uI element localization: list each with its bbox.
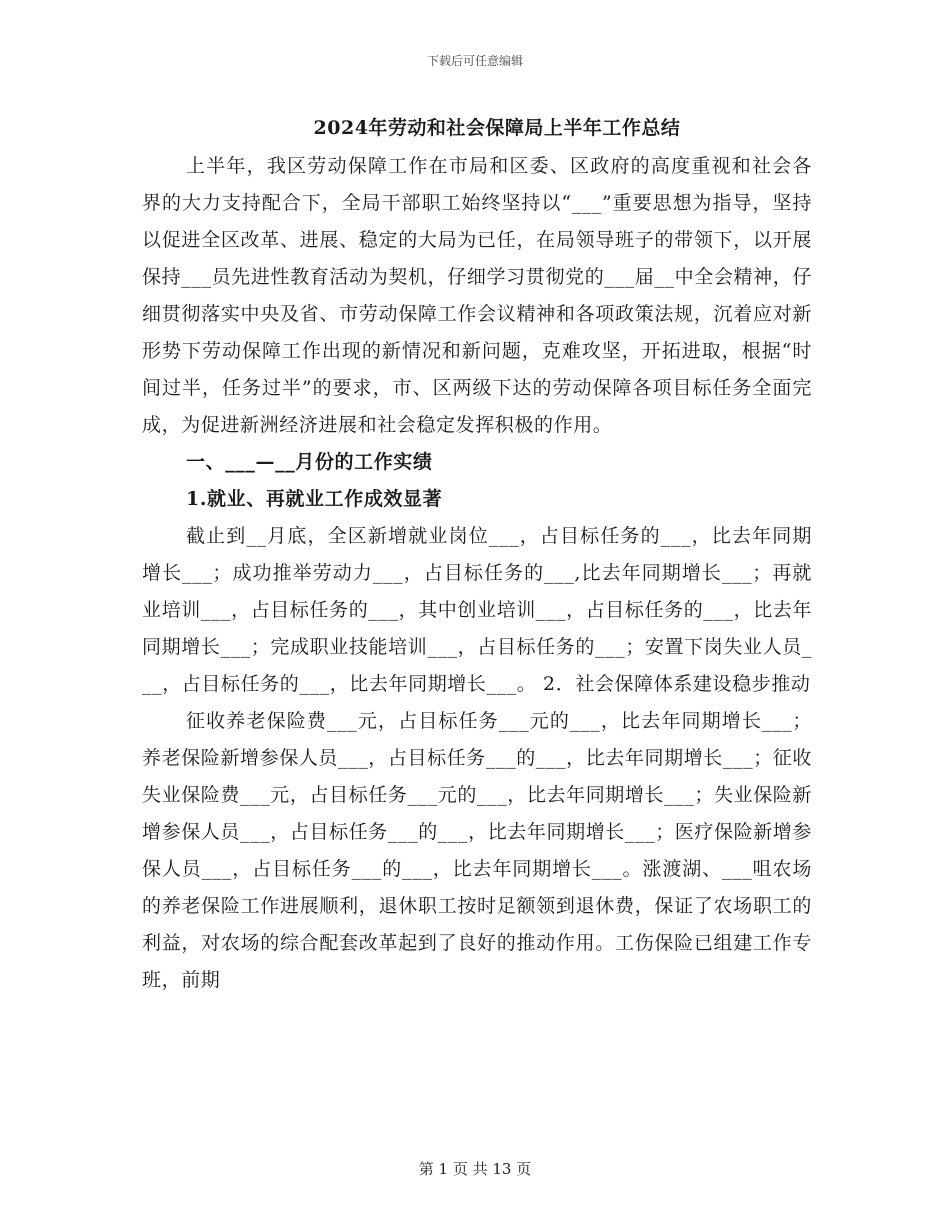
section-heading-achievements: 一、___—__月份的工作实绩	[186, 451, 433, 473]
employment-paragraph: 截止到__月底，全区新增就业岗位___，占目标任务的___，比去年同期增长___；成功推举劳动力___，占目标任务的___,比去年同期增长___；再就业培训___，占目标任务的___，其中创业培训___，占目标任务的___，比去年同期增长___；完成职业技能培训___，占目标任务的___；安置下岗失业人员___，占目标任务的___，比去年同期增长___。 2．社会保障体系建设稳步推动	[142, 525, 813, 695]
social-security-paragraph: 征收养老保险费___元，占目标任务___元的___，比去年同期增长___；养老保险新增参保人员___，占目标任务___的___，比去年同期增长___；征收失业保险费___元，占目标任务___元的___，比去年同期增长___；失业保险新增参保人员___，占目标任务___的___，比去年同期增长___；医疗保险新增参保人员___，占目标任务___的___，比去年同期增长___。涨渡湖、___咀农场的养老保险工作进展顺利，退休职工按时足额领到退休费，保证了农场职工的利益，对农场的综合配套改革起到了良好的推动作用。工伤保险已组建工作专班，前期	[142, 710, 813, 991]
document-body	[142, 112, 812, 999]
document-title: 2024年劳动和社会保障局上半年工作总结	[313, 117, 681, 139]
page-header-note: 下载后可任意编辑	[426, 54, 523, 68]
page-footer-pagination: 第 1 页 共 13 页	[418, 1160, 532, 1178]
intro-paragraph: 上半年，我区劳动保障工作在市局和区委、区政府的高度重视和社会各界的大力支持配合下，全局干部职工始终坚持以“___”重要思想为指导，坚持以促进全区改革、进展、稳定的大局为已任，在局领导班子的带领下，以开展保持___员先进性教育活动为契机，仔细学习贯彻党的___届__中全会精神，仔细贯彻落实中央及省、市劳动保障工作会议精神和各项政策法规，沉着应对新形势下劳动保障工作出现的新情况和新问题，克难攻坚，开拓进取，根据“时间过半，任务过半”的要求，市、区两级下达的劳动保障各项目标任务全面完成，为促进新洲经济进展和社会稳定发挥积极的作用。	[142, 155, 812, 436]
subsection-heading-employment: 1.就业、再就业工作成效显著	[186, 488, 443, 510]
